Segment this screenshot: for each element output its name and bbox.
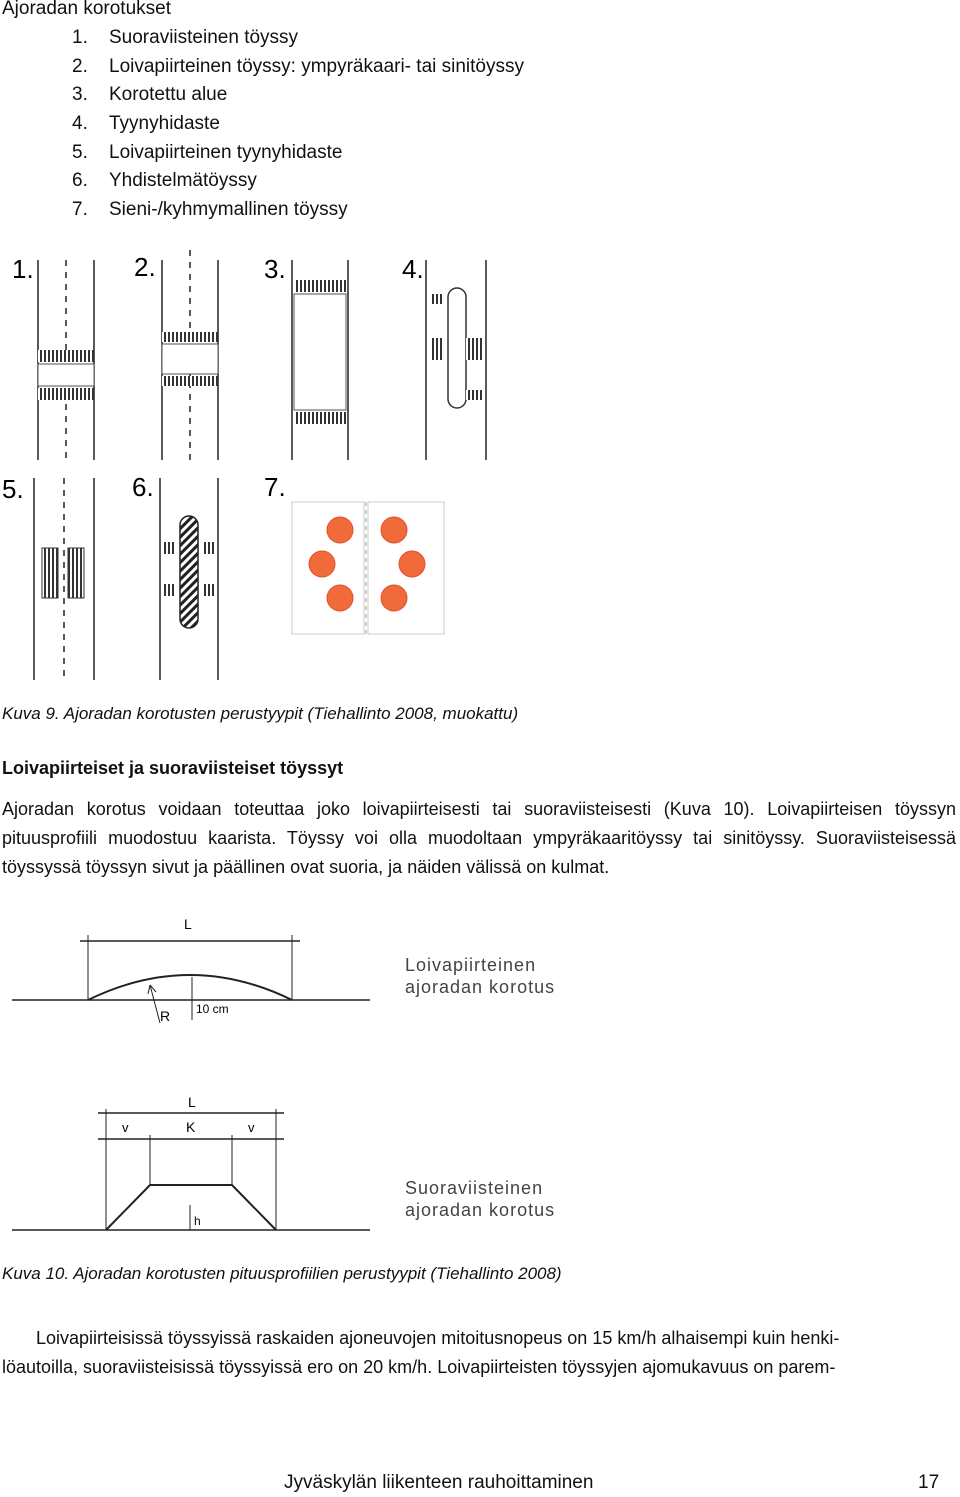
panel-label: 6. xyxy=(132,472,154,502)
top-label: K xyxy=(186,1119,196,1135)
panel-5-drawing xyxy=(2,474,94,680)
curved-title: Loivapiirteinen xyxy=(405,955,537,975)
body-paragraph-1: Ajoradan korotus voidaan toteuttaa joko loivapiirteisesti tai suoraviisteisesti (Kuva 10). Loivapiirteisen töyssyn pituusprofiili muodostuu kaarista. Töyssy voi olla muodoltaan ympyräkaaritöyssy tai sinitöyssy. Suoraviisteisessä töyssyssä töyssyn sivut ja päällinen ovat suoria, ja näiden välissä on kulmat. xyxy=(2,799,956,877)
length-label: L xyxy=(188,1094,196,1110)
bump-type-list xyxy=(72,24,524,225)
panel-label: 5. xyxy=(2,474,24,504)
panel-label: 1. xyxy=(12,254,34,284)
straight-title: Suoraviisteinen xyxy=(405,1178,544,1198)
section-title: Ajoradan korotukset xyxy=(2,0,171,19)
straight-profile-drawing xyxy=(12,1094,555,1230)
page-number: 17 xyxy=(918,1472,940,1493)
curved-profile-drawing xyxy=(12,916,555,1024)
body-paragraph-2-line-2: löautoilla, suoraviisteisissä töyssyissä ero on 20 km/h. Loivapiirteisten töyssyjen ajomukavuus on parem- xyxy=(2,1357,836,1377)
list-item: 4. Tyynyhidaste xyxy=(72,113,220,135)
ramp-right-label: v xyxy=(248,1120,255,1135)
panel-2-drawing xyxy=(134,250,218,460)
list-item: 5. Loivapiirteinen tyynyhidaste xyxy=(72,141,343,163)
panel-1-drawing xyxy=(12,254,94,460)
curved-subtitle: ajoradan korotus xyxy=(405,977,556,997)
radius-label: R xyxy=(160,1008,171,1024)
figure-9-caption: Kuva 9. Ajoradan korotusten perustyypit (Tiehallinto 2008, muokattu) xyxy=(2,704,519,723)
panel-label: 4. xyxy=(402,254,424,284)
height-label: 10 cm xyxy=(196,1002,229,1016)
list-item: 7. Sieni-/kyhmymallinen töyssy xyxy=(72,199,348,221)
list-item: 6. Yhdistelmätöyssy xyxy=(72,170,257,192)
panel-7-drawing xyxy=(264,472,444,634)
panel-3-drawing xyxy=(264,254,348,460)
panel-label: 7. xyxy=(264,472,286,502)
list-item: 2. Loivapiirteinen töyssy: ympyräkaari- tai sinitöyssy xyxy=(72,55,524,77)
footer-title: Jyväskylän liikenteen rauhoittaminen xyxy=(284,1472,594,1493)
subheading: Loivapiirteiset ja suoraviisteiset töyssyt xyxy=(2,758,344,778)
panel-6-drawing xyxy=(132,472,218,680)
length-label: L xyxy=(184,916,192,932)
list-item: 1. Suoraviisteinen töyssy xyxy=(72,27,299,48)
body-paragraph-2-line-1: Loivapiirteisissä töyssyissä raskaiden ajoneuvojen mitoitusnopeus on 15 km/h alhaisempi kuin henki- xyxy=(36,1328,840,1348)
panel-label: 2. xyxy=(134,252,156,282)
height-label: h xyxy=(194,1214,201,1228)
panel-4-drawing xyxy=(402,254,486,460)
figure-10-profile-drawings xyxy=(0,905,620,1235)
panel-label: 3. xyxy=(264,254,286,284)
figure-10-caption: Kuva 10. Ajoradan korotusten pituusprofiilien perustyypit (Tiehallinto 2008) xyxy=(2,1264,562,1283)
ramp-left-label: v xyxy=(122,1120,129,1135)
figure-9-plan-drawings xyxy=(0,240,510,690)
list-item: 3. Korotettu alue xyxy=(72,84,228,106)
straight-subtitle: ajoradan korotus xyxy=(405,1200,556,1220)
